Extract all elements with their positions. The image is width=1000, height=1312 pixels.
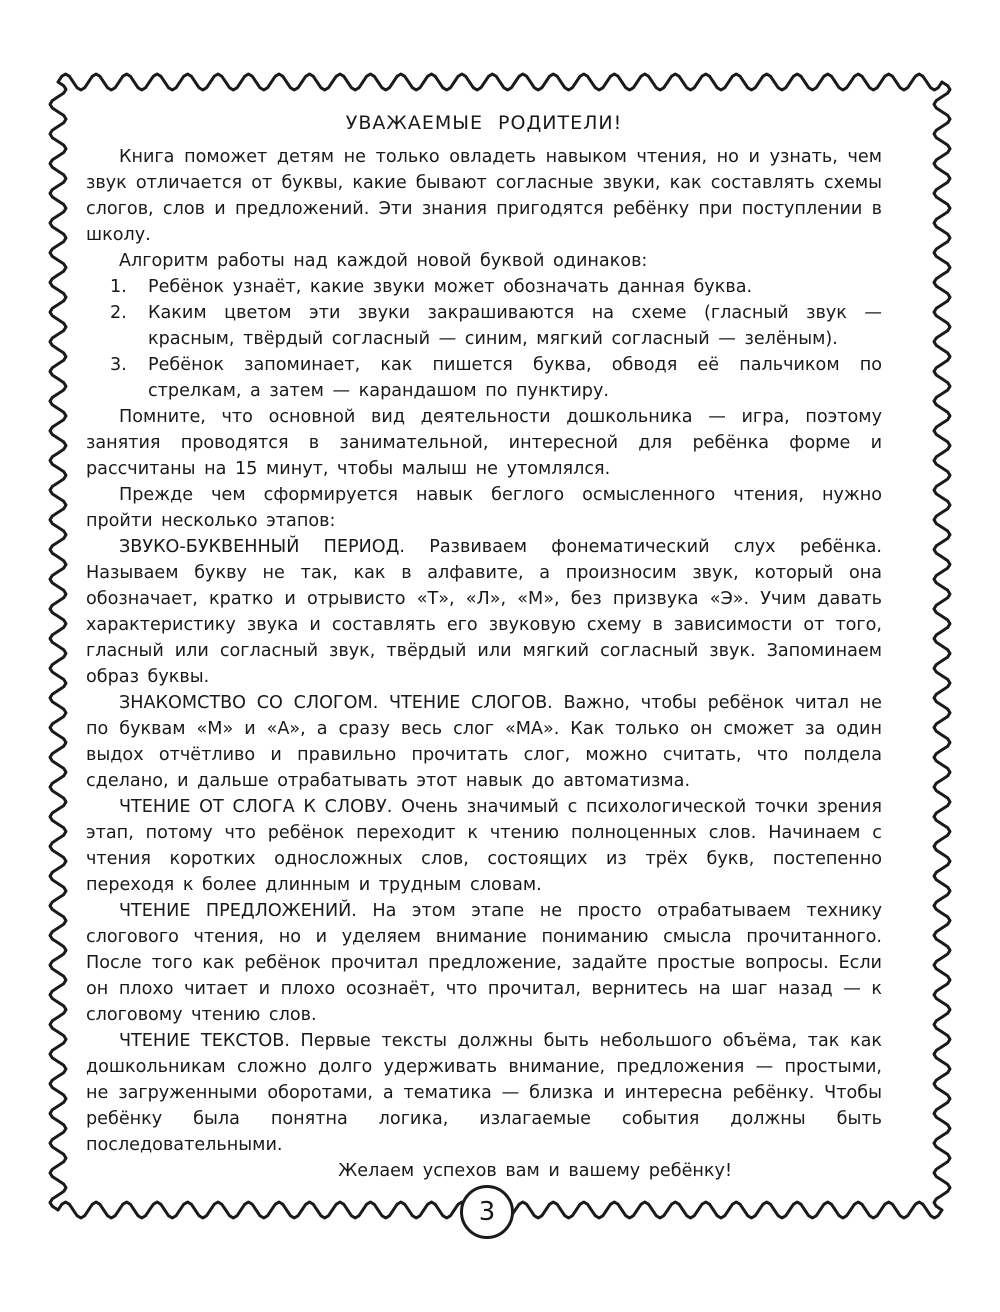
step-text: Каким цветом эти звуки закрашиваются на схеме (гласный звук — красным, твёрдый согласный — синим, мягкий согласный — зелёным).	[148, 303, 882, 349]
list-item	[86, 300, 882, 352]
stage-sound-letter: ЗВУКО-БУКВЕННЫЙ ПЕРИОД. Развиваем фонематический слух ребёнка. Называем букву не так, как в алфавите, а произносим звук, который она обозначает, кратко и отрывисто «Т», «Л», «М», без призвука «Э». Учим давать характеристику звука и составлять его звуковую схему в зависимости от того, гласный или согласный звук, твёрдый или мягкий согласный звук. Запоминаем образ буквы.	[86, 537, 882, 687]
stage-texts: ЧТЕНИЕ ТЕКСТОВ. Первые тексты должны быть небольшого объёма, так как дошкольникам сложно долго удерживать внимание, предложения — простыми, не загруженными оборотами, а тематика — близка и интересна ребёнку. Чтобы ребёнку была понятна логика, излагаемые события должны быть последовательными.	[86, 1031, 882, 1155]
algorithm-steps	[86, 274, 882, 404]
letter-to-parents	[86, 108, 882, 1184]
step-number: 2.	[110, 303, 127, 323]
list-item	[86, 352, 882, 404]
step-number: 3.	[110, 355, 127, 375]
stage-sentences: ЧТЕНИЕ ПРЕДЛОЖЕНИЙ. На этом этапе не просто отрабатываем технику слогового чтения, но и уделяем внимание пониманию смысла прочитанного. После того как ребёнок прочитал предложение, задайте простые вопросы. Если он плохо читает и плохо осознаёт, что прочитал, вернитесь на шаг назад — к слоговому чтению слов.	[86, 901, 882, 1025]
algorithm-intro: Алгоритм работы над каждой новой буквой одинаков:	[119, 251, 648, 271]
page-title: УВАЖАЕМЫЕ РОДИТЕЛИ!	[345, 112, 623, 134]
page-number-badge	[460, 1185, 514, 1239]
stages-intro-paragraph: Прежде чем сформируется навык беглого осмысленного чтения, нужно пройти несколько этапов:	[86, 485, 882, 531]
step-text: Ребёнок запоминает, как пишется буква, обводя её пальчиком по стрелкам, а затем — карандашом по пунктиру.	[148, 355, 882, 401]
step-number: 1.	[110, 277, 127, 297]
closing-wish: Желаем успехов вам и вашему ребёнку!	[338, 1161, 732, 1181]
page-number: 3	[478, 1197, 496, 1227]
stage-syllable-to-word: ЧТЕНИЕ ОТ СЛОГА К СЛОВУ. Очень значимый с психологической точки зрения этап, потому что ребёнок переходит к чтению полноценных слов. Начинаем с чтения коротких односложных слов, состоящих из трёх букв, постепенно переходя к более длинным и трудным словам.	[86, 797, 882, 895]
intro-paragraph: Книга поможет детям не только овладеть навыком чтения, но и узнать, чем звук отличается от буквы, какие бывают согласные звуки, как составлять схемы слогов, слов и предложений. Эти знания пригодятся ребёнку при поступлении в школу.	[86, 147, 882, 245]
step-text: Ребёнок узнаёт, какие звуки может обозначать данная буква.	[148, 277, 753, 297]
game-note-paragraph: Помните, что основной вид деятельности дошкольника — игра, поэтому занятия проводятся в занимательной, интересной для ребёнка форме и рассчитаны на 15 минут, чтобы малыш не утомлялся.	[86, 407, 882, 479]
list-item	[86, 274, 882, 300]
stage-syllables: ЗНАКОМСТВО СО СЛОГОМ. ЧТЕНИЕ СЛОГОВ. Важно, чтобы ребёнок читал не по буквам «М» и «А», а сразу весь слог «МА». Как только он сможет за один выдох отчётливо и правильно прочитать слог, можно считать, что полдела сделано, и дальше отрабатывать этот навык до автоматизма.	[86, 693, 882, 791]
